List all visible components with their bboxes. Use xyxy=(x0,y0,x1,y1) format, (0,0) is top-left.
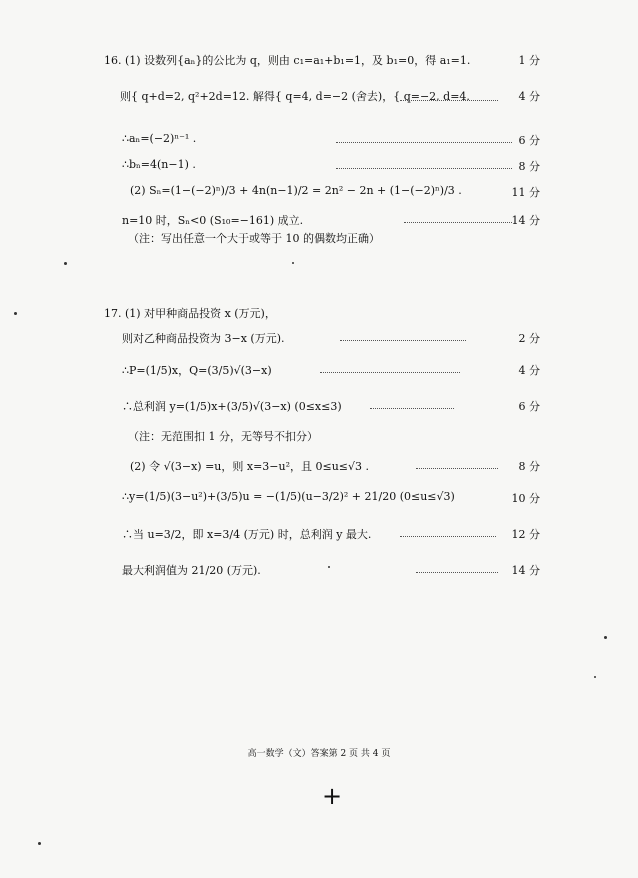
registration-cross-mark: + xyxy=(322,782,343,810)
dotted-leader xyxy=(340,340,466,341)
scan-speck xyxy=(38,842,41,845)
scan-speck xyxy=(328,566,330,568)
dotted-leader xyxy=(400,536,496,537)
q17-profit-score: 6 分 xyxy=(518,400,540,413)
scan-speck xyxy=(292,262,294,264)
q16-system-score: 4 分 xyxy=(518,90,540,103)
q16-n10: n=10 时，Sₙ<0 (S₁₀=−161) 成立. xyxy=(122,214,304,227)
q17-line2-score: 2 分 xyxy=(518,332,540,345)
q16-header: 16. (1) 设数列{aₙ}的公比为 q，则由 c₁=a₁+b₁=1，及 b₁=0，得 a₁=1. xyxy=(104,54,471,67)
scan-speck xyxy=(594,676,596,678)
q17-when: ∴当 u=3/2，即 x=3/4 (万元) 时，总利润 y 最大. xyxy=(122,528,372,541)
dotted-leader xyxy=(336,168,512,169)
q16-sn-score: 11 分 xyxy=(511,186,540,199)
q17-pq: ∴P=(1/5)x，Q=(3/5)√(3−x) xyxy=(122,364,272,377)
q17-max: 最大利润值为 21/20 (万元). xyxy=(122,564,261,577)
q16-n10-score: 14 分 xyxy=(511,214,540,227)
q16-an: ∴aₙ=(−2)ⁿ⁻¹ . xyxy=(122,132,197,145)
q17-y-expr: ∴y=(1/5)(3−u²)+(3/5)u = −(1/5)(u−3/2)² + 21/20 (0≤u≤√3) xyxy=(122,490,455,503)
dotted-leader xyxy=(416,572,498,573)
q16-sn: (2) Sₙ=(1−(−2)ⁿ)/3 + 4n(n−1)/2 = 2n² − 2n + (1−(−2)ⁿ)/3 . xyxy=(130,184,462,197)
q17-when-score: 12 分 xyxy=(511,528,540,541)
q17-note: （注：无范围扣 1 分，无等号不扣分） xyxy=(128,430,318,443)
dotted-leader xyxy=(370,408,454,409)
q17-header: 17. (1) 对甲种商品投资 x (万元)， xyxy=(104,307,276,320)
q16-note: （注：写出任意一个大于或等于 10 的偶数均正确） xyxy=(128,232,380,245)
dotted-leader xyxy=(336,142,512,143)
q17-sub2: (2) 令 √(3−x) =u，则 x=3−u²，且 0≤u≤√3 . xyxy=(130,460,370,473)
q17-y-expr-score: 10 分 xyxy=(511,492,540,505)
dotted-leader xyxy=(320,372,460,373)
dotted-leader xyxy=(400,100,498,101)
q16-system-line: 则{ q+d=2, q²+2d=12. 解得{ q=4, d=−2 (舍去)，{ q=−2, d=4. xyxy=(120,90,470,103)
scan-speck xyxy=(604,636,607,639)
scan-speck xyxy=(14,312,17,315)
scan-speck xyxy=(64,262,67,265)
q17-sub2-score: 8 分 xyxy=(518,460,540,473)
q17-max-score: 14 分 xyxy=(511,564,540,577)
q17-pq-score: 4 分 xyxy=(518,364,540,377)
q16-bn-score: 8 分 xyxy=(518,160,540,173)
dotted-leader xyxy=(404,222,512,223)
q17-profit: ∴总利润 y=(1/5)x+(3/5)√(3−x) (0≤x≤3) xyxy=(122,400,342,413)
q16-bn: ∴bₙ=4(n−1) . xyxy=(122,158,196,171)
q16-header-score: 1 分 xyxy=(518,54,540,67)
dotted-leader xyxy=(416,468,498,469)
page-footer: 高一数学（文）答案第 2 页 共 4 页 xyxy=(247,749,391,759)
q17-line2: 则对乙种商品投资为 3−x (万元). xyxy=(122,332,285,345)
q16-an-score: 6 分 xyxy=(518,134,540,147)
